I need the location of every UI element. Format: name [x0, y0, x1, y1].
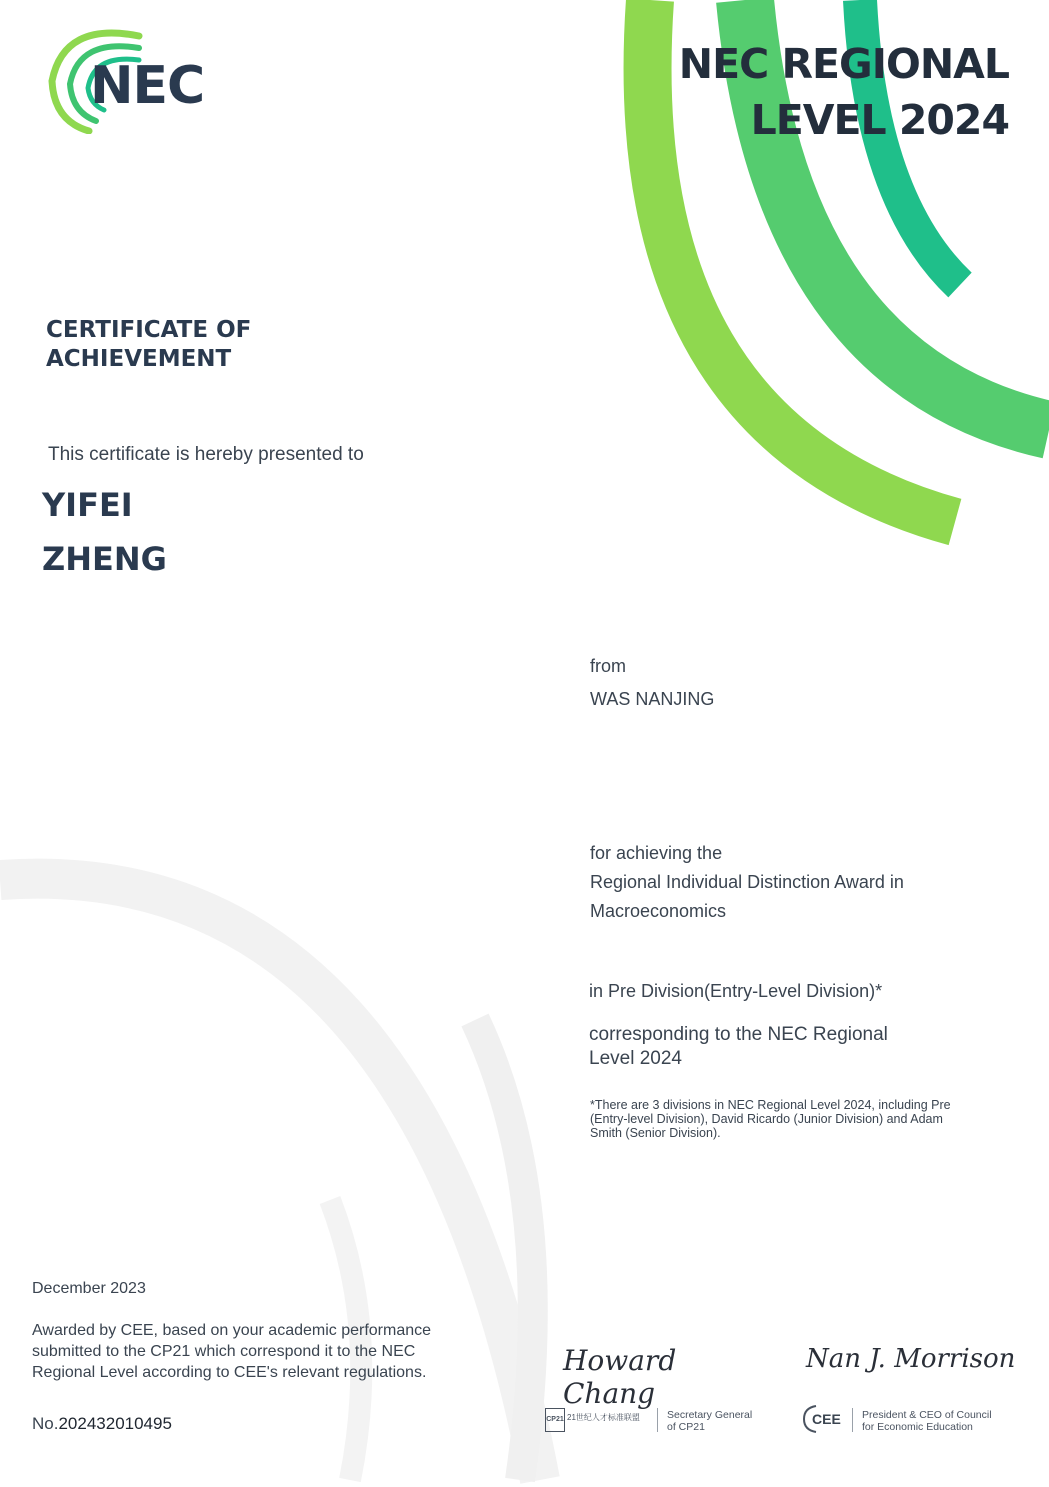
cp21-org-text: 21世纪人才标准联盟	[567, 1413, 640, 1422]
cee-title: President & CEO of Council for Economic Education	[862, 1409, 992, 1433]
signatory-divider	[657, 1408, 658, 1432]
signature-howard-chang: Howard Chang	[563, 1344, 677, 1410]
division-name: Pre Division(Entry-Level Division)*	[608, 981, 883, 1001]
division-footnote	[590, 1098, 1010, 1140]
signatory-cee	[800, 1340, 1020, 1440]
school-label: from	[590, 656, 626, 676]
event-title-line2: LEVEL 2024	[750, 96, 1009, 144]
recipient-name	[42, 478, 167, 586]
certificate-title	[46, 316, 251, 374]
school-name: WAS NANJING	[590, 689, 715, 709]
division-line	[589, 977, 882, 1006]
certificate-number-label: No.	[32, 1414, 59, 1433]
corresponding-line2: Level 2024	[589, 1048, 682, 1069]
signatory-divider-2	[852, 1408, 853, 1432]
awarded-by-text	[32, 1320, 502, 1383]
nec-logo	[44, 26, 224, 134]
event-title-line1: NEC REGIONAL	[678, 40, 1009, 88]
corresponding-line1: corresponding to the NEC Regional	[589, 1024, 888, 1045]
footnote-line1: *There are 3 divisions in NEC Regional Level 2024, including Pre	[590, 1098, 951, 1112]
division-prefix: in	[589, 981, 604, 1001]
cp21-title: Secretary General of CP21	[667, 1409, 753, 1433]
recipient-first-name: YIFEI	[42, 486, 133, 524]
watermark-arc-outer	[0, 879, 540, 1480]
cee-logo-icon	[802, 1404, 842, 1434]
award-intro: for achieving the	[590, 843, 723, 863]
presented-to-text: This certificate is hereby presented to	[48, 444, 364, 465]
certificate-title-line2: ACHIEVEMENT	[46, 346, 232, 372]
certificate-number-value: 202432010495	[58, 1414, 172, 1433]
award-line1: Regional Individual Distinction Award in	[590, 872, 904, 892]
signature-nan-morrison: Nan J. Morrison	[806, 1344, 1016, 1374]
corresponding-block	[589, 1023, 888, 1071]
cee-logo-text: CEE	[812, 1411, 841, 1427]
award-block	[590, 839, 904, 926]
logo-text: NEC	[90, 56, 205, 116]
signatory-cp21	[545, 1340, 765, 1440]
event-title	[589, 36, 1009, 148]
recipient-last-name: ZHENG	[42, 540, 167, 578]
issue-date: December 2023	[32, 1280, 146, 1297]
certificate-number	[32, 1413, 172, 1434]
footnote-line2: (Entry-level Division), David Ricardo (Junior Division) and Adam	[590, 1112, 943, 1126]
awarded-by-line2: submitted to the CP21 which correspond it to the NEC	[32, 1343, 416, 1360]
school-block	[590, 650, 714, 716]
cp21-logo-icon: CP21	[545, 1408, 565, 1432]
certificate-title-line1: CERTIFICATE OF	[46, 317, 252, 343]
awarded-by-line1: Awarded by CEE, based on your academic performance	[32, 1322, 432, 1339]
award-line2: Macroeconomics	[590, 901, 727, 921]
footnote-line3: Smith (Senior Division).	[590, 1126, 721, 1140]
awarded-by-line3: Regional Level according to CEE's relevant regulations.	[32, 1364, 427, 1381]
